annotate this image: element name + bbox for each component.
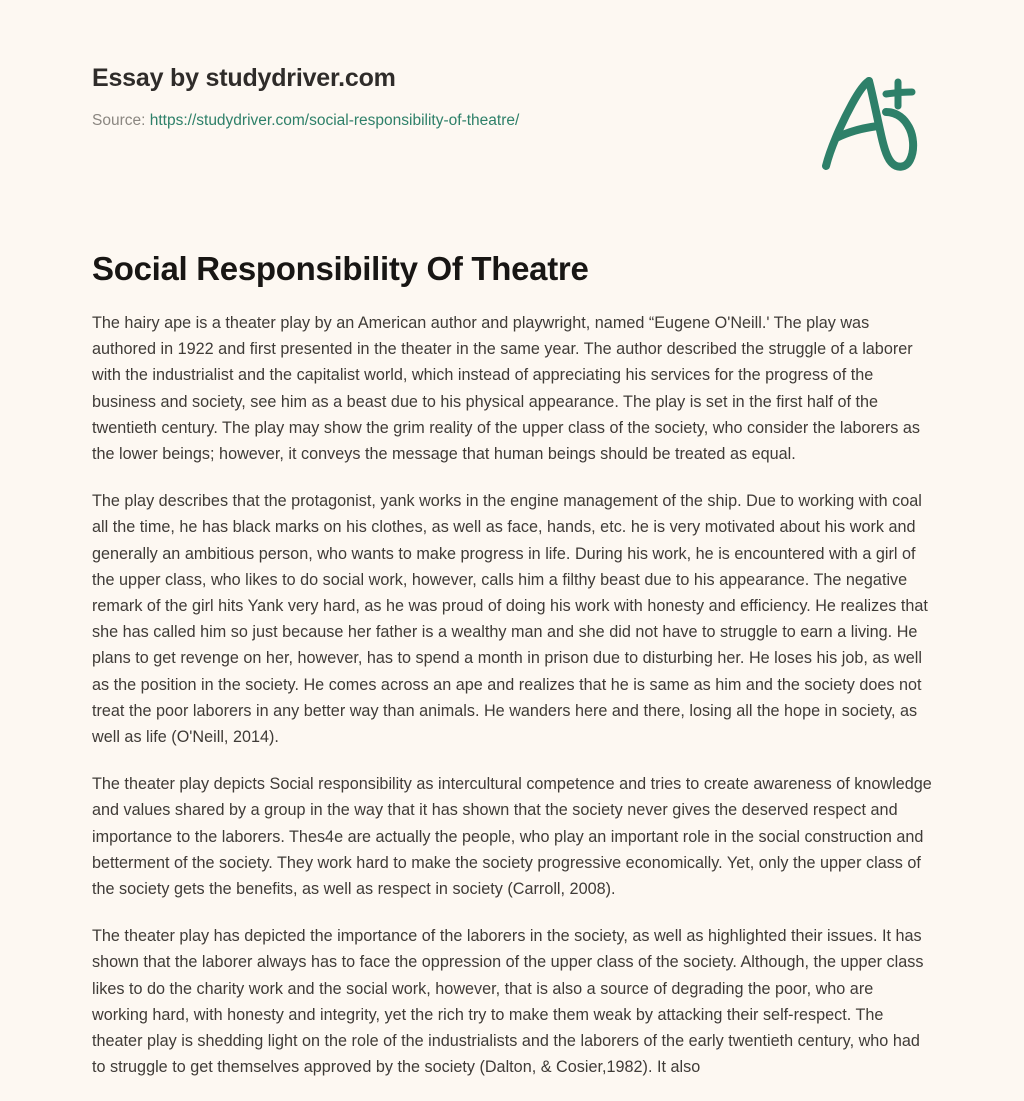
a-plus-logo-svg <box>806 68 936 178</box>
essay-paragraph: The theater play depicts Social responsibility as intercultural competence and tries to create awareness of knowledge and values shared by a group in the way that it has shown that the society never gives the deserved respect and importance to the laborers. Thes4e are actually the people, who play an important role in the social construction and betterment of the society. They work hard to make the society progressive economically. Yet, only the upper class of the society gets the benefits, as well as respect in society (Carroll, 2008). <box>92 775 932 899</box>
essay-byline: Essay by studydriver.com <box>92 64 396 92</box>
page-header <box>0 0 1024 200</box>
essay-paragraph: The hairy ape is a theater play by an American author and playwright, named “Eugene O'Neill.' The play was authored in 1922 and first presented in the theater in the same year. The author described the struggle of a laborer with the industrialist and the capitalist world, which instead of appreciating his services for the progress of the business and society, see him as a beast due to his physical appearance. The play is set in the first half of the twentieth century. The play may show the grim reality of the upper class of the society, who consider the laborers as the lower beings; however, it conveys the message that human beings should be treated as equal. <box>92 314 921 464</box>
essay-paragraph: The play describes that the protagonist, yank works in the engine management of the ship. Due to working with coal all the time, he has black marks on his clothes, as well as face, hands, etc. he is very motivated about his work and generally an ambitious person, who wants to make progress in life. During his work, he is encountered with a girl of the upper class, who likes to do social work, however, calls him a filthy beast due to his appearance. The negative remark of the girl hits Yank very hard, as he was proud of doing his work with honesty and efficiency. He realizes that she has called him so just because her father is a wealthy man and she did not have to struggle to earn a living. He plans to get revenge on her, however, has to spend a month in prison due to disturbing her. He loses his job, as well as the position in the society. He comes across an ape and realizes that he is same as him and the society does not treat the poor laborers in any better way than animals. He wanders here and there, losing all the hope in society, as well as life (O'Neill, 2014). <box>92 492 928 747</box>
source-label: Source: <box>92 112 150 129</box>
header-text-block <box>92 62 519 131</box>
essay-body <box>92 310 932 1101</box>
source-line <box>92 111 519 131</box>
source-url-link[interactable]: https://studydriver.com/social-responsibility-of-theatre/ <box>149 112 520 129</box>
essay-paragraph: The theater play has depicted the importance of the laborers in the society, as well as highlighted their issues. It has shown that the laborer always has to face the oppression of the upper class of the society. Although, the upper class likes to do the charity work and the social work, however, that is also a source of degrading the poor, who are working hard, with honesty and integrity, yet the rich try to make them weak by attacking their self-respect. The theater play is shedding light on the role of the industrialists and the laborers of the early twentieth century, who had to struggle to get themselves approved by the society (Dalton, & Cosier,1982). It also <box>92 927 924 1077</box>
page-title: Social Responsibility Of Theatre <box>92 250 589 287</box>
a-plus-logo-icon <box>806 68 936 178</box>
